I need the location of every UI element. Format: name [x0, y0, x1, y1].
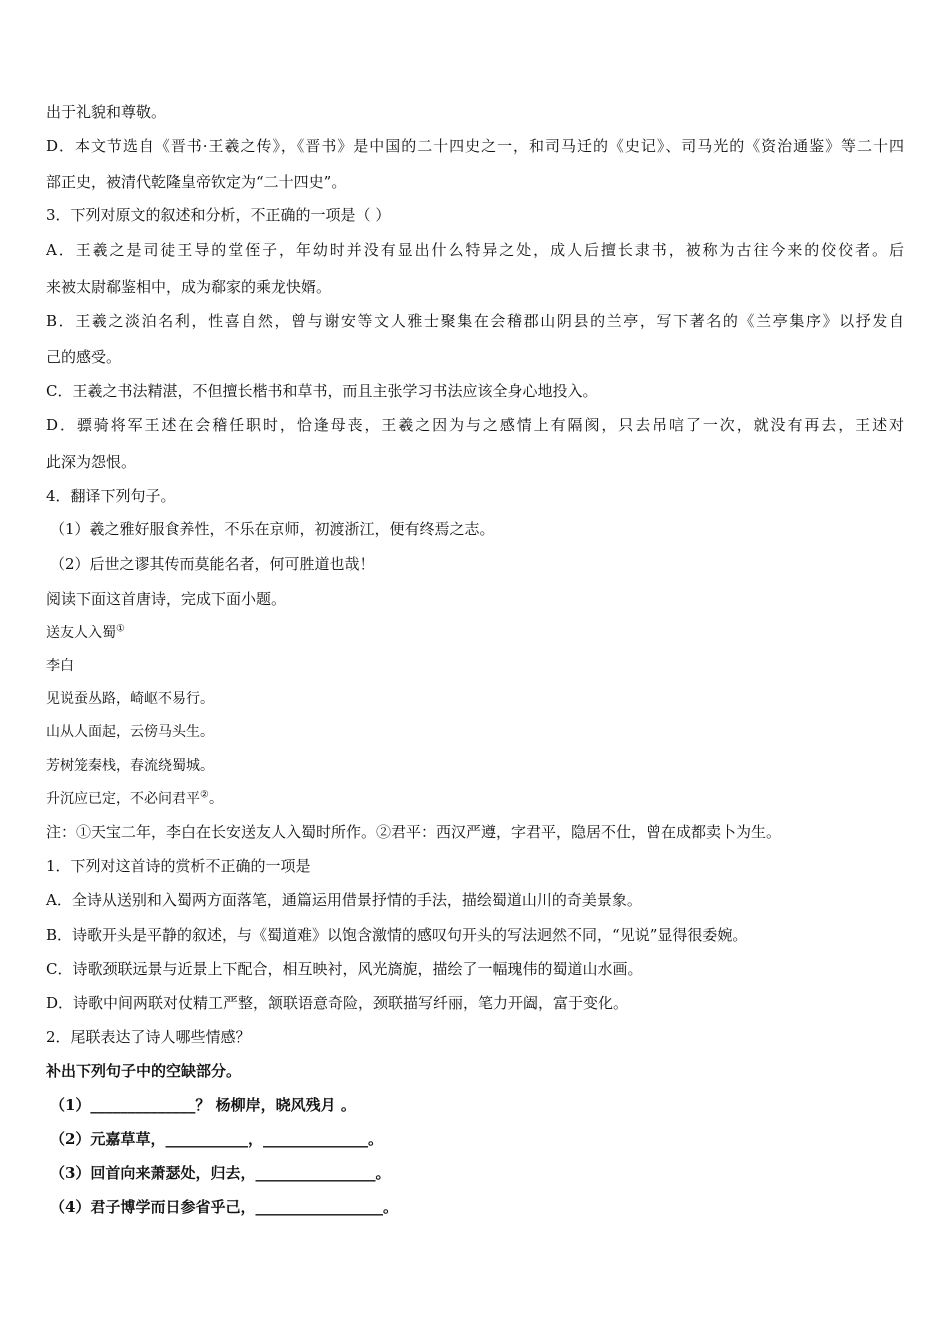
translate-item-2: （2）后世之谬其传而莫能名者，何可胜道也哉！ — [50, 555, 375, 573]
reading-intro: 阅读下面这首唐诗，完成下面小题。 — [46, 590, 287, 608]
option-b: B．王羲之淡泊名利，性喜自然，曾与谢安等文人雅士聚集在会稽郡山阴县的兰亭，写下著名的《兰亭集序》以抒发自 — [46, 312, 904, 330]
option-d: D．诗歌中间两联对仗精工严整，颔联语意奇险，颈联描写纤丽，笔力开阖，富于变化。 — [46, 994, 629, 1012]
text-line: D．本文节选自《晋书·王羲之传》，《晋书》是中国的二十四史之一，和司马迁的《史记》、司马光的《资治通鉴》等二十四 — [46, 137, 904, 155]
text-line: 来被太尉郗鉴相中，成为郗家的乘龙快婿。 — [46, 278, 332, 296]
option-a: A．王羲之是司徒王导的堂侄子，年幼时并没有显出什么特异之处，成人后擅长隶书，被称为古往今来的佼佼者。后 — [46, 241, 904, 259]
option-b: B．诗歌开头是平静的叙述，与《蜀道难》以饱含激情的感叹句开头的写法迥然不同，“见说”显得很委婉。 — [46, 926, 748, 944]
poem-line: 山从人面起，云傍马头生。 — [46, 724, 214, 740]
poem-line: 见说蚕丛路，崎岖不易行。 — [46, 691, 214, 707]
poem-author: 李白 — [46, 658, 74, 674]
fill-blank-item-3: （3）回首向来萧瑟处，归去，________________。 — [50, 1164, 391, 1182]
translate-item-1: （1）羲之雅好服食养性，不乐在京师，初渡浙江，便有终焉之志。 — [50, 520, 495, 538]
fill-blank-item-2: （2）元嘉草草，___________，______________。 — [50, 1130, 383, 1148]
text-line: 此深为怨恨。 — [46, 453, 137, 471]
poem-title: 送友人入蜀① — [46, 623, 125, 641]
question-3: 3．下列对原文的叙述和分析，不正确的一项是（ ） — [46, 206, 391, 224]
fill-blank-heading: 补出下列句子中的空缺部分。 — [46, 1062, 242, 1080]
text-line: 出于礼貌和尊敬。 — [46, 103, 167, 121]
question-2: 2．尾联表达了诗人哪些情感？ — [46, 1028, 251, 1046]
option-a: A．全诗从送别和入蜀两方面落笔，通篇运用借景抒情的手法，描绘蜀道山川的奇美景象。 — [46, 891, 642, 909]
option-c: C．诗歌颈联远景与近景上下配合，相互映衬，风光旖旎，描绘了一幅瑰伟的蜀道山水画。 — [46, 960, 643, 978]
question-4: 4．翻译下列句子。 — [46, 487, 176, 505]
text-line: 部正史，被清代乾隆皇帝钦定为“二十四史”。 — [46, 173, 347, 191]
option-c: C．王羲之书法精湛，不但擅长楷书和草书，而且主张学习书法应该全身心地投入。 — [46, 382, 598, 400]
poem-line: 升沉应已定，不必问君平②。 — [46, 789, 223, 807]
fill-blank-item-4: （4）君子博学而日参省乎己，_________________。 — [50, 1198, 398, 1216]
option-d: D．骠骑将军王述在会稽任职时，恰逢母丧，王羲之因为与之感情上有隔阂，只去吊唁了一次，就没有再去，王述对 — [46, 416, 904, 434]
text-line: 己的感受。 — [46, 348, 122, 366]
fill-blank-item-1: （1）______________？ 杨柳岸，晓风残月 。 — [50, 1096, 356, 1114]
poem-note: 注：①天宝二年，李白在长安送友人入蜀时所作。②君平：西汉严遵，字君平，隐居不仕，曾在成都卖卜为生。 — [46, 823, 782, 841]
question-1: 1．下列对这首诗的赏析不正确的一项是 — [46, 857, 311, 875]
poem-line: 芳树笼秦栈，春流绕蜀城。 — [46, 758, 214, 774]
